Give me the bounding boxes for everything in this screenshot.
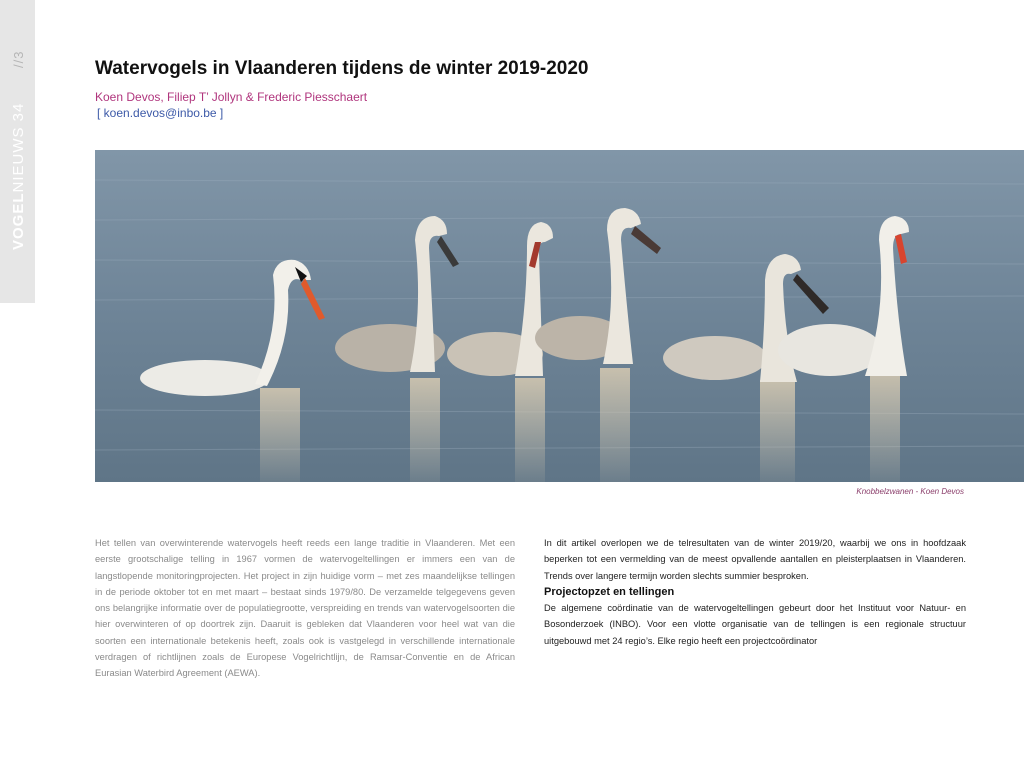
right-column <box>544 535 966 649</box>
article-authors: Koen Devos, Filiep T’ Jollyn & Frederic Piesschaert <box>95 90 368 104</box>
swans-photo-image <box>95 150 1024 482</box>
paragraph-overview: In dit artikel overlopen we de telresultaten van de winter 2019/20, waarbij we ons in hoofdzaak beperken tot een vermelding van de meest opvallende aantallen en pleisterplaatsen in Vlaanderen. Trends over langere termijn worden slechts summier besproken. <box>544 538 966 581</box>
article-title: Watervogels in Vlaanderen tijdens de winter 2019-2020 <box>95 58 589 79</box>
magazine-label-rest: NIEUWS 34 <box>10 102 27 193</box>
magazine-label <box>10 80 26 250</box>
side-band-corner <box>0 285 35 303</box>
paragraph-project: De algemene coördinatie van de watervogeltellingen gebeurt door het Instituut voor Natuur- en Bosonderzoek (INBO). Voor een vlotte organisatie van de tellingen is een regionale structuur uitgebouwd met 24 regio’s. Elke regio heeft een projectcoördinator <box>544 603 966 646</box>
page-number: //3 <box>11 50 26 68</box>
author-email[interactable]: [ koen.devos@inbo.be ] <box>97 106 224 120</box>
swans-photo <box>95 150 1024 482</box>
intro-paragraph: Het tellen van overwinterende watervogels heeft reeds een lange traditie in Vlaanderen. Met een eerste grootschalige telling in 1967 vormen de watervogeltellingen er immers een van de langstlopende monitoringprojecten. Het project in zijn huidige vorm – met zes maandelijkse tellingen in de periode oktober tot en met maart – bestaat sinds 1979/80. De verzamelde telgegevens geven ons belangrijke informatie over de populatiegrootte, verspreiding en trends van watervogelsoorten die hier overwinteren of op doortrek zijn. Daaruit is gebleken dat Vlaanderen voor heel wat van die soorten een internationale betekenis heeft, zoals ook is vastgelegd in verschillende internationale verdragen of richtlijnen zoals de Europese Vogelrichtlijn, de Ramsar-Conventie en de African Eurasian Waterbird Agreement (AEWA). <box>95 538 515 679</box>
photo-caption: Knobbelzwanen - Koen Devos <box>856 487 964 496</box>
section-heading: Projectopzet en tellingen <box>544 585 675 598</box>
magazine-label-bold: VOGEL <box>10 192 27 250</box>
